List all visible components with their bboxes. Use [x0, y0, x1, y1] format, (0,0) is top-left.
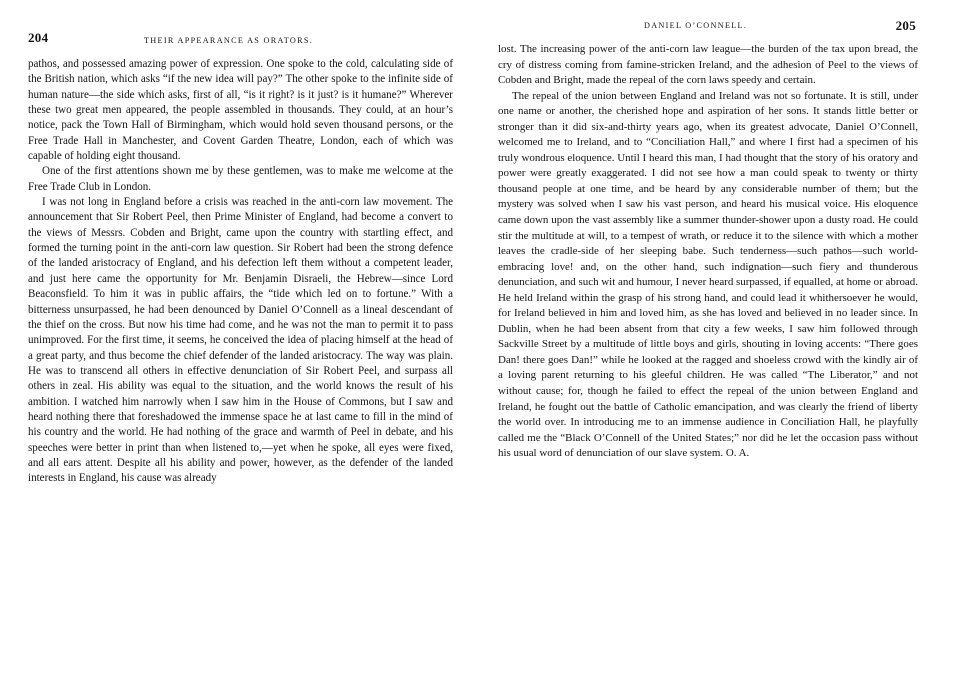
page-number-left: 204: [28, 30, 49, 45]
left-paragraph-3: I was not long in England before a crisis was reached in the anti-corn law movement. The announcement that Sir Robert Peel, then Prime Minister of England, had become a convert to the views of Messrs. Cobden and Bright, came upon the country with startling effect, and formed the turning point in the anti-corn law question. Sir Robert had been the strong defence of the landed aristocracy of England, and his defection left them without a competent leader, and just here came the opportunity for Mr. Benjamin Disraeli, the Hebrew—since Lord Beaconsfield. To him it was in public affairs, the “tide which led on to fortune.” With a bitterness unsurpassed, he had been denounced by Daniel O’Connell as a lineal descendant of the thief on the cross. But now his time had come, and he was not the man to permit it to pass unimproved. For the first time, it seems, he conceived the idea of placing himself at the head of a great party, and thus become the chief defender of the landed aristocracy. The way was plain. He was to transcend all others in effective denunciation of Sir Robert Peel, and surpass all others in zeal. His ability was equal to the situation, and the world knows the result of his ambition. I watched him narrowly when I saw him in the House of Commons, but I saw and heard nothing there that foreshadowed the immense space he at last came to fill in the mind of his country and the world. He had nothing of the grace and warmth of Peel in debate, and his speeches were better in print than when listened to,—yet when he spoke, all eyes were fixed, and all ears attent. Despite all his ability and power, however, as the defender of the landed interests in England, his cause was already: [28, 196, 453, 485]
left-page-body: [28, 57, 453, 487]
left-paragraph-1: pathos, and possessed amazing power of expression. One spoke to the cold, calculating side of the British nation, which asks “if the new idea will pay?” The other spoke to the infinite side of human nature—the side which asks, first of all, “is it right? is it just? is it humane?” Wherever these two great men appeared, the people assembled in thousands. They could, at an hour’s notice, pack the Town Hall of Birmingham, which would hold seven thousand persons, or the Free Trade Hall in Manchester, and Covent Garden Theatre, London, each of which was capable of holding eight thousand.: [28, 58, 453, 163]
right-page-body: [498, 42, 918, 462]
right-paragraph-1: lost. The increasing power of the anti-corn law league—the burden of the tax upon bread, the cry of distress coming from famine-stricken Ireland, and the adhesion of Peel to the views of Cobden and Bright, made the repeal of the corn laws speedy and certain.: [498, 43, 918, 87]
left-running-head: [28, 0, 453, 45]
running-head-title-right: DANIEL O’CONNELL.: [644, 21, 748, 30]
left-page: [28, 0, 453, 685]
right-page: [498, 0, 918, 685]
page-number-right: 205: [895, 18, 916, 33]
right-running-head: [498, 0, 918, 36]
running-head-title-left: THEIR APPEARANCE AS ORATORS.: [144, 36, 314, 45]
right-paragraph-2: The repeal of the union between England and Ireland was not so fortunate. It is still, under one name or another, the cherished hope and aspiration of her sons. It stands little better or stronger than it did six-and-thirty years ago, when its greatest advocate, Daniel O’Connell, welcomed me to Ireland, and to “Conciliation Hall,” and where I first had a specimen of his truly wondrous eloquence. Until I heard this man, I had thought that the story of his oratory and power were greatly exaggerated. I did not see how a man could speak to twenty or thirty thousand people at one time, and be heard by any considerable number of them; but the mystery was solved when I saw his vast person, and heard his musical voice. His eloquence came down upon the vast assembly like a summer thunder-shower upon a dusty road. He could stir the multitude at will, to a tempest of wrath, or reduce it to the silence with which a mother leaves the cradle-side of her sleeping babe. Such tenderness—such pathos—such world-embracing love! and, on the other hand, such indignation—such fiery and thunderous denunciation, and such wit and humour, I never heard surpassed, if equalled, at home or abroad. He held Ireland within the grasp of his strong hand, and could lead it whithersoever he would, for Ireland believed in him and loved him, as she has loved and believed in no leader since. In Dublin, when he had been absent from that city a few weeks, I saw him followed through Sackville Street by a multitude of little boys and girls, shouting in loving accents: “There goes Dan! there goes Dan!” while he looked at the ragged and shoeless crowd with the kindly air of a loving parent returning to his gleeful children. He was called “The Liberator,” and not without cause; for, though he failed to effect the repeal of the union between England and Ireland, he fought out the battle of Catholic emancipation, and was clearly the friend of liberty the world over. In introducing me to an immense audience in Conciliation Hall, he playfully called me the “Black O’Connell of the United States;” nor did he let the occasion pass without his usual word of denunciation of our slave system. O. A.: [498, 89, 918, 460]
left-paragraph-2: One of the first attentions shown me by these gentlemen, was to make me welcome at the Free Trade Club in London.: [28, 165, 453, 193]
